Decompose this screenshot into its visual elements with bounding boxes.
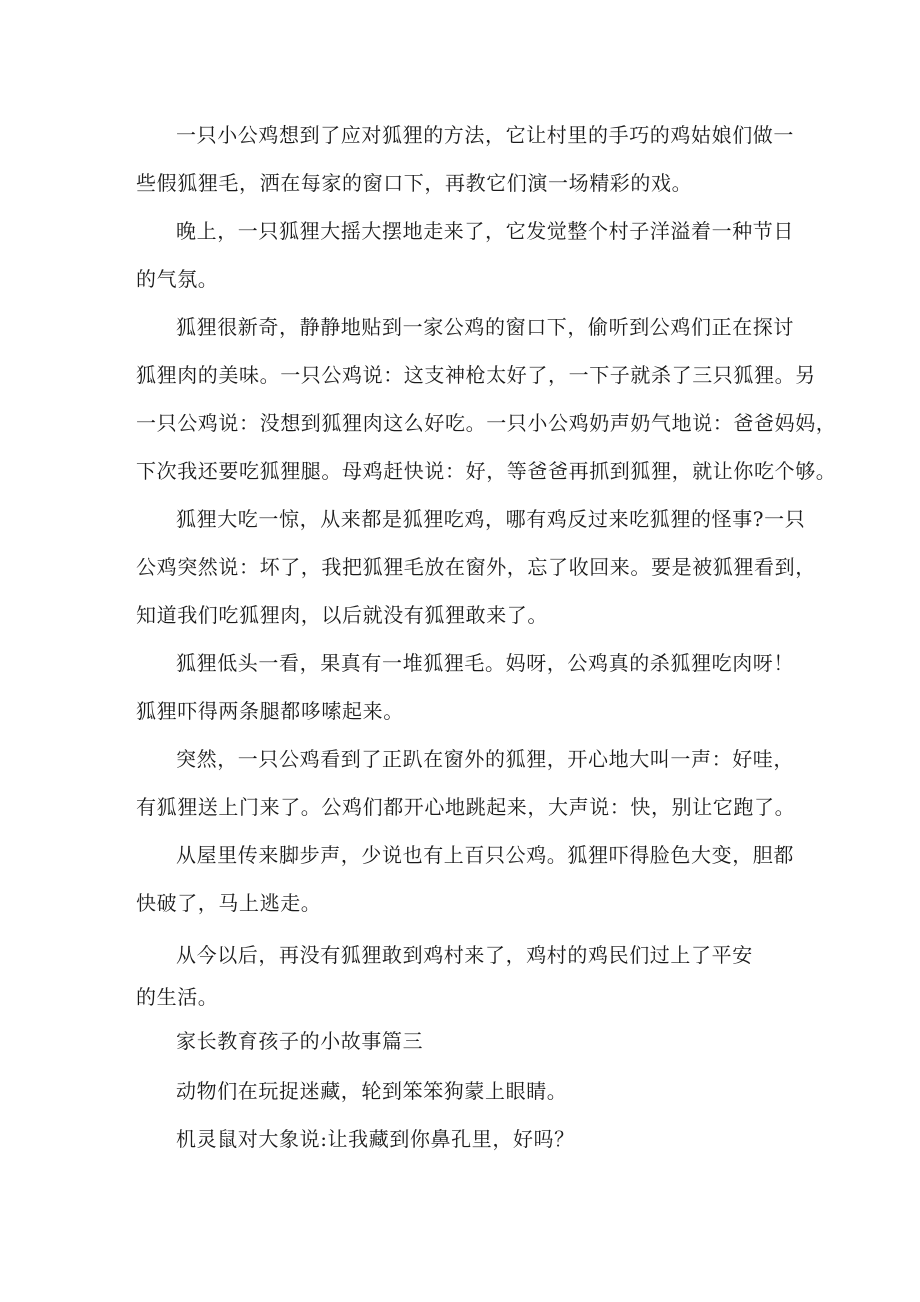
paragraph-line: 公鸡突然说：坏了，我把狐狸毛放在窗外，忘了收回来。要是被狐狸看到， [136, 555, 816, 579]
paragraph-line: 下次我还要吃狐狸腿。母鸡赶快说：好，等爸爸再抓到狐狸，就让你吃个够。 [136, 459, 837, 483]
paragraph-line: 动物们在玩捉迷藏，轮到笨笨狗蒙上眼睛。 [176, 1079, 568, 1103]
paragraph-line: 晚上，一只狐狸大摇大摆地走来了，它发觉整个村子洋溢着一种节日 [176, 219, 794, 243]
paragraph-line: 一只公鸡说：没想到狐狸肉这么好吃。一只小公鸡奶声奶气地说：爸爸妈妈， [136, 411, 837, 435]
paragraph-line: 突然，一只公鸡看到了正趴在窗外的狐狸，开心地大叫一声：好哇， [176, 747, 794, 771]
paragraph-line: 有狐狸送上门来了。公鸡们都开心地跳起来，大声说：快，别让它跑了。 [136, 795, 796, 819]
paragraph-line: 狐狸很新奇，静静地贴到一家公鸡的窗口下，偷听到公鸡们正在探讨 [176, 315, 794, 339]
paragraph-line: 狐狸肉的美味。一只公鸡说：这支神枪太好了，一下子就杀了三只狐狸。另 [136, 363, 816, 387]
paragraph-line: 些假狐狸毛，洒在每家的窗口下，再教它们演一场精彩的戏。 [136, 171, 693, 195]
paragraph-line: 从今以后，再没有狐狸敢到鸡村来了，鸡村的鸡民们过上了平安 [176, 943, 753, 967]
paragraph-line: 一只小公鸡想到了应对狐狸的方法，它让村里的手巧的鸡姑娘们做一 [176, 123, 794, 147]
paragraph-line: 的生活。 [136, 985, 219, 1009]
paragraph-line: 的气氛。 [136, 267, 219, 291]
paragraph-line: 知道我们吃狐狸肉，以后就没有狐狸敢来了。 [136, 603, 548, 627]
section-heading: 家长教育孩子的小故事篇三 [176, 1029, 424, 1053]
paragraph-line: 机灵鼠对大象说:让我藏到你鼻孔里，好吗？ [176, 1127, 575, 1151]
paragraph-line: 快破了，马上逃走。 [136, 891, 322, 915]
paragraph-line: 狐狸大吃一惊，从来都是狐狸吃鸡，哪有鸡反过来吃狐狸的怪事?一只 [176, 507, 806, 531]
paragraph-line: 从屋里传来脚步声，少说也有上百只公鸡。狐狸吓得脸色大变，胆都 [176, 843, 794, 867]
paragraph-line: 狐狸吓得两条腿都哆嗦起来。 [136, 699, 404, 723]
paragraph-line: 狐狸低头一看，果真有一堆狐狸毛。妈呀，公鸡真的杀狐狸吃肉呀！ [176, 651, 794, 675]
